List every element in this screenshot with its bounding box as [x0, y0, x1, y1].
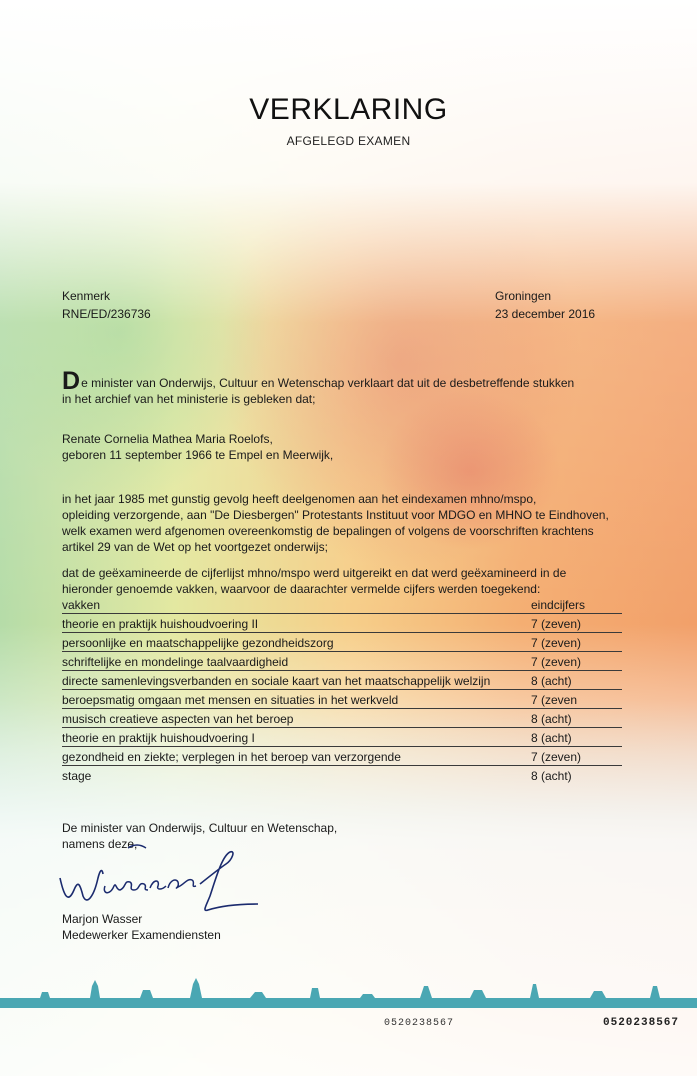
exam-line-2: opleiding verzorgende, aan "De Diesbergen" Protestants Instituut voor MDGO en MHNO te Eindhoven, [62, 508, 609, 522]
grades-intro-paragraph [62, 565, 566, 597]
row-divider [62, 708, 622, 709]
grade-row [62, 615, 622, 634]
subject-grade: 7 (zeven) [531, 617, 582, 631]
grades-intro-line-1: dat de geëxamineerde de cijferlijst mhno/mspo werd uitgereikt en dat werd geëxamineerd in de [62, 566, 567, 580]
row-divider [62, 613, 622, 614]
handwritten-signature [50, 838, 260, 918]
candidate-name: Renate Cornelia Mathea Maria Roelofs, [62, 432, 273, 446]
subject-name: persoonlijke en maatschappelijke gezondheidszorg [62, 636, 334, 650]
subject-name: musisch creatieve aspecten van het beroep [62, 712, 294, 726]
row-divider [62, 689, 622, 690]
subject-grade: 7 (zeven) [531, 750, 582, 764]
place-date-block [495, 287, 595, 323]
grade-row [62, 767, 622, 786]
signature-intro-line-2: namens deze, [62, 837, 138, 851]
subject-grade: 8 (acht) [531, 712, 572, 726]
row-divider [62, 651, 622, 652]
subject-grade: 8 (acht) [531, 731, 572, 745]
drop-cap: D [62, 367, 81, 395]
grade-row [62, 634, 622, 653]
intro-line-2: in het archief van het ministerie is gebleken dat; [62, 392, 316, 406]
grade-row [62, 653, 622, 672]
signature-intro-line-1: De minister van Onderwijs, Cultuur en Wetenschap, [62, 821, 338, 835]
exam-paragraph [62, 491, 609, 555]
subject-name: stage [62, 769, 92, 783]
grade-row [62, 748, 622, 767]
serial-number: 0520238567 [384, 1018, 455, 1029]
exam-line-3: welk examen werd afgenomen overeenkomstig de bepalingen of volgens de voorschriften krachtens [62, 524, 594, 538]
intro-paragraph [62, 367, 575, 407]
row-divider [62, 632, 622, 633]
exam-line-1: in het jaar 1985 met gunstig gevolg heeft deelgenomen aan het eindexamen mhno/mspo, [62, 492, 537, 506]
row-divider [62, 670, 622, 671]
grade-row [62, 691, 622, 710]
candidate-block [62, 431, 333, 463]
subject-grade: 8 (acht) [531, 769, 572, 783]
subject-name: schriftelijke en mondelinge taalvaardigheid [62, 655, 289, 669]
document-subtitle: AFGELEGD EXAMEN [286, 134, 411, 148]
grades-table-header [62, 596, 622, 615]
grade-row [62, 729, 622, 748]
row-divider [62, 746, 622, 747]
reference-number: RNE/ED/236736 [62, 307, 151, 321]
place: Groningen [495, 289, 552, 303]
subject-name: beroepsmatig omgaan met mensen en situaties in het werkveld [62, 693, 399, 707]
grade-row [62, 672, 622, 691]
subject-grade: 7 (zeven) [531, 636, 582, 650]
intro-line-1: De minister van Onderwijs, Cultuur en Wetenschap verklaart dat uit de desbetreffende stukken [62, 367, 575, 395]
exam-line-4: artikel 29 van de Wet op het voortgezet onderwijs; [62, 540, 328, 554]
subject-name: directe samenlevingsverbanden en sociale kaart van het maatschappelijk welzijn [62, 674, 491, 688]
subject-grade: 8 (acht) [531, 674, 572, 688]
grades-column-header: eindcijfers [531, 598, 586, 612]
subject-grade: 7 (zeven) [531, 655, 582, 669]
subject-name: theorie en praktijk huishoudvoering II [62, 617, 259, 631]
signatory-block [62, 911, 221, 943]
reference-block [62, 287, 151, 323]
issue-date: 23 december 2016 [495, 307, 596, 321]
reference-label: Kenmerk [62, 289, 111, 303]
grade-row [62, 710, 622, 729]
subject-name: theorie en praktijk huishoudvoering I [62, 731, 255, 745]
signatory-name: Marjon Wasser [62, 912, 143, 926]
grades-intro-line-2: hieronder genoemde vakken, waarvoor de daarachter vermelde cijfers werden toegekend: [62, 582, 541, 596]
document-title: VERKLARING [249, 93, 448, 126]
subjects-column-header: vakken [62, 598, 101, 612]
subject-grade: 7 (zeven [531, 693, 578, 707]
serial-number-bold: 0520238567 [603, 1017, 680, 1029]
subject-name: gezondheid en ziekte; verplegen in het beroep van verzorgende [62, 750, 401, 764]
candidate-birth: geboren 11 september 1966 te Empel en Meerwijk, [62, 448, 334, 462]
row-divider [62, 765, 622, 766]
signatory-title: Medewerker Examendiensten [62, 928, 221, 942]
row-divider [62, 727, 622, 728]
